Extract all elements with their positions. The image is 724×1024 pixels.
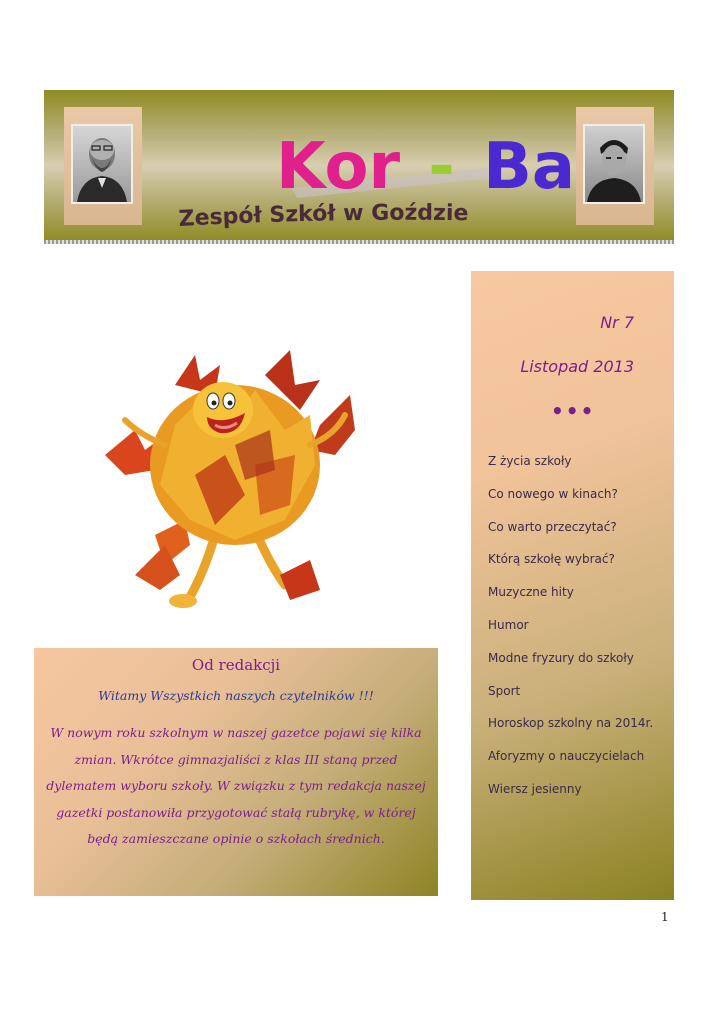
header-banner [44, 90, 674, 242]
toc-item: Modne fryzury do szkoły [488, 650, 634, 665]
issue-number: Nr 7 [600, 313, 634, 332]
school-name [179, 196, 539, 232]
toc-item: Co nowego w kinach? [488, 486, 618, 501]
table-of-contents [488, 454, 653, 815]
toc-item: Z życia szkoły [488, 454, 572, 468]
school-name-text: Zespół Szkół w Goździe [177, 200, 469, 232]
toc-item: Aforyzmy o nauczycielach [488, 749, 645, 764]
left-portrait-frame [64, 107, 142, 225]
right-portrait-frame [576, 107, 654, 225]
editorial-greeting: Witamy Wszystkich naszych czytelników !!! [98, 688, 374, 703]
left-portrait-image [71, 124, 133, 204]
editorial-body: W nowym roku szkolnym w naszej gazetce pojawi się kilka zmian. Wkrótce gimnazjaliści z klas III staną przed dylematem wyboru szkoły. W związku z tym redakcja naszej gazetki postanowiła przygotować stałą rubrykę, w której będą zamieszczane opinie o szkołach średnich. [46, 725, 426, 846]
header-divider [44, 240, 674, 244]
issue-sidebar [471, 271, 674, 900]
toc-item: Horoskop szkolny na 2014r. [488, 716, 654, 731]
toc-item: Wiersz jesienny [488, 781, 582, 796]
toc-item: Muzyczne hity [488, 585, 574, 600]
page-number: 1 [661, 910, 669, 924]
autumn-leaf-character-illustration [95, 335, 365, 620]
toc-item: Humor [488, 617, 529, 632]
toc-item: Co warto przeczytać? [488, 519, 617, 534]
issue-date: Listopad 2013 [520, 357, 634, 376]
decorative-dots: ••• [551, 399, 596, 423]
toc-item: Sport [488, 683, 521, 698]
logo-text: Kor - Ba [276, 130, 576, 204]
right-portrait-image [583, 124, 645, 204]
editorial-title: Od redakcji [191, 656, 281, 674]
editorial-box [34, 648, 438, 896]
svg-text:Zespół Szkół w Goździe [178, 201, 469, 232]
toc-item: Którą szkołę wybrać? [488, 552, 615, 567]
